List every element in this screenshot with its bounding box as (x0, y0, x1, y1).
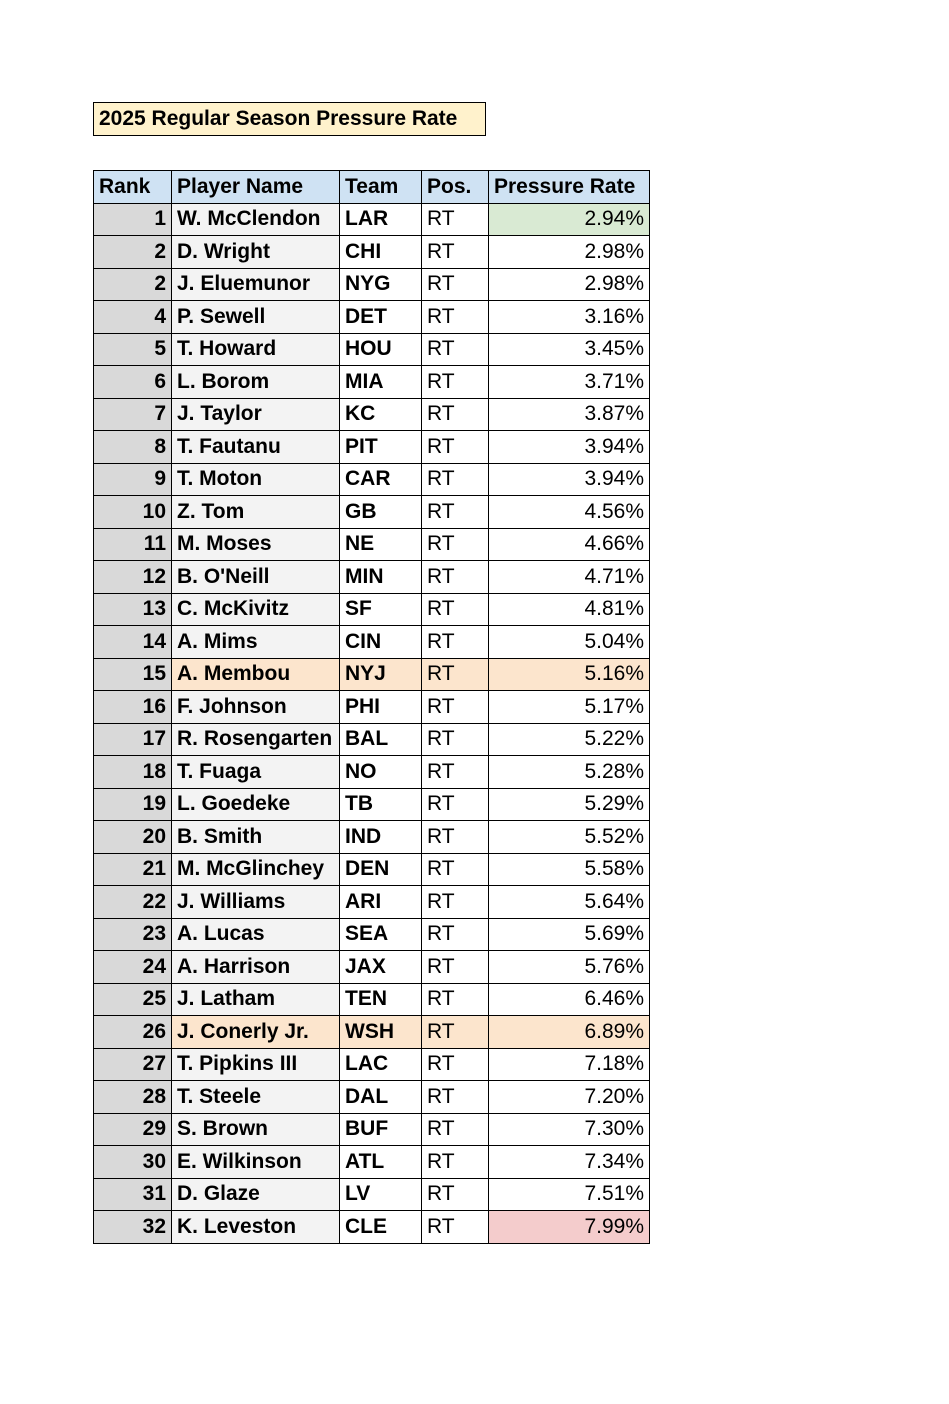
pressure-rate-table (93, 170, 650, 1244)
position-cell[interactable]: RT (422, 821, 489, 854)
rank-cell[interactable]: 30 (94, 1146, 172, 1179)
table-row (94, 788, 650, 821)
rank-cell[interactable]: 29 (94, 1113, 172, 1146)
table-row (94, 561, 650, 594)
player-name-cell[interactable]: J. Latham (172, 983, 340, 1016)
pressure-rate-cell[interactable]: 5.52% (489, 821, 650, 854)
position-cell[interactable]: RT (422, 918, 489, 951)
rank-cell[interactable]: 11 (94, 528, 172, 561)
position-cell[interactable]: RT (422, 951, 489, 984)
rank-cell[interactable]: 10 (94, 496, 172, 529)
team-cell[interactable]: NYG (340, 268, 422, 301)
pressure-rate-cell[interactable]: 3.94% (489, 463, 650, 496)
player-name-cell[interactable]: K. Leveston (172, 1211, 340, 1244)
team-cell[interactable]: CHI (340, 236, 422, 269)
position-cell[interactable]: RT (422, 658, 489, 691)
team-cell[interactable]: KC (340, 398, 422, 431)
rank-cell[interactable]: 31 (94, 1178, 172, 1211)
position-cell[interactable]: RT (422, 496, 489, 529)
table-row (94, 366, 650, 399)
team-cell[interactable]: IND (340, 821, 422, 854)
rank-cell[interactable]: 7 (94, 398, 172, 431)
player-name-cell[interactable]: D. Glaze (172, 1178, 340, 1211)
table-row (94, 268, 650, 301)
pressure-rate-cell[interactable]: 7.34% (489, 1146, 650, 1179)
player-name-cell[interactable]: A. Harrison (172, 951, 340, 984)
position-cell[interactable]: RT (422, 1113, 489, 1146)
position-cell[interactable]: RT (422, 431, 489, 464)
position-cell[interactable]: RT (422, 366, 489, 399)
pressure-rate-cell[interactable]: 4.56% (489, 496, 650, 529)
position-cell[interactable]: RT (422, 593, 489, 626)
rank-cell[interactable]: 8 (94, 431, 172, 464)
team-cell[interactable]: CIN (340, 626, 422, 659)
pressure-rate-cell[interactable]: 5.69% (489, 918, 650, 951)
team-cell[interactable]: BUF (340, 1113, 422, 1146)
table-row (94, 1081, 650, 1114)
team-cell[interactable]: DEN (340, 853, 422, 886)
rank-cell[interactable]: 26 (94, 1016, 172, 1049)
player-name-cell[interactable]: T. Fuaga (172, 756, 340, 789)
player-name-cell[interactable]: P. Sewell (172, 301, 340, 334)
header-player-name[interactable]: Player Name (172, 171, 340, 204)
team-cell[interactable]: ARI (340, 886, 422, 919)
position-cell[interactable]: RT (422, 788, 489, 821)
team-cell[interactable]: TEN (340, 983, 422, 1016)
team-cell[interactable]: DET (340, 301, 422, 334)
table-row (94, 658, 650, 691)
pressure-rate-cell[interactable]: 5.64% (489, 886, 650, 919)
rank-cell[interactable]: 2 (94, 236, 172, 269)
header-row (94, 171, 650, 204)
position-cell[interactable]: RT (422, 1146, 489, 1179)
pressure-rate-cell[interactable]: 4.71% (489, 561, 650, 594)
table-row (94, 1146, 650, 1179)
player-name-cell[interactable]: B. O'Neill (172, 561, 340, 594)
team-cell[interactable]: HOU (340, 333, 422, 366)
table-row (94, 1211, 650, 1244)
position-cell[interactable]: RT (422, 756, 489, 789)
position-cell[interactable]: RT (422, 1211, 489, 1244)
table-row (94, 593, 650, 626)
position-cell[interactable]: RT (422, 1178, 489, 1211)
table-row (94, 886, 650, 919)
position-cell[interactable]: RT (422, 333, 489, 366)
rank-cell[interactable]: 15 (94, 658, 172, 691)
table-row (94, 1016, 650, 1049)
position-cell[interactable]: RT (422, 691, 489, 724)
team-cell[interactable]: MIA (340, 366, 422, 399)
team-cell[interactable]: JAX (340, 951, 422, 984)
player-name-cell[interactable]: J. Eluemunor (172, 268, 340, 301)
position-cell[interactable]: RT (422, 236, 489, 269)
player-name-cell[interactable]: T. Fautanu (172, 431, 340, 464)
position-cell[interactable]: RT (422, 886, 489, 919)
pressure-rate-cell[interactable]: 5.04% (489, 626, 650, 659)
player-name-cell[interactable]: W. McClendon (172, 203, 340, 236)
team-cell[interactable]: NO (340, 756, 422, 789)
player-name-cell[interactable]: T. Moton (172, 463, 340, 496)
team-cell[interactable]: NYJ (340, 658, 422, 691)
player-name-cell[interactable]: T. Pipkins III (172, 1048, 340, 1081)
rank-cell[interactable]: 6 (94, 366, 172, 399)
rank-cell[interactable]: 27 (94, 1048, 172, 1081)
header-position[interactable]: Pos. (422, 171, 489, 204)
rank-cell[interactable]: 17 (94, 723, 172, 756)
rank-cell[interactable]: 32 (94, 1211, 172, 1244)
header-rank[interactable]: Rank (94, 171, 172, 204)
pressure-rate-cell[interactable]: 5.58% (489, 853, 650, 886)
pressure-rate-cell[interactable]: 5.17% (489, 691, 650, 724)
table-row (94, 983, 650, 1016)
rank-cell[interactable]: 9 (94, 463, 172, 496)
team-cell[interactable]: GB (340, 496, 422, 529)
player-name-cell[interactable]: L. Goedeke (172, 788, 340, 821)
rank-cell[interactable]: 23 (94, 918, 172, 951)
position-cell[interactable]: RT (422, 1048, 489, 1081)
position-cell[interactable]: RT (422, 301, 489, 334)
player-name-cell[interactable]: J. Taylor (172, 398, 340, 431)
team-cell[interactable]: ATL (340, 1146, 422, 1179)
player-name-cell[interactable]: E. Wilkinson (172, 1146, 340, 1179)
team-cell[interactable]: PHI (340, 691, 422, 724)
table-row (94, 918, 650, 951)
pressure-rate-cell[interactable]: 4.81% (489, 593, 650, 626)
table-row (94, 463, 650, 496)
table-row (94, 236, 650, 269)
rank-cell[interactable]: 19 (94, 788, 172, 821)
pressure-rate-cell[interactable]: 5.22% (489, 723, 650, 756)
position-cell[interactable]: RT (422, 203, 489, 236)
pressure-rate-cell[interactable]: 2.98% (489, 268, 650, 301)
rank-cell[interactable]: 25 (94, 983, 172, 1016)
header-pressure-rate[interactable]: Pressure Rate (489, 171, 650, 204)
table-row (94, 723, 650, 756)
pressure-rate-cell[interactable]: 4.66% (489, 528, 650, 561)
pressure-rate-cell[interactable]: 7.30% (489, 1113, 650, 1146)
position-cell[interactable]: RT (422, 398, 489, 431)
position-cell[interactable]: RT (422, 723, 489, 756)
pressure-rate-cell[interactable]: 7.18% (489, 1048, 650, 1081)
player-name-cell[interactable]: T. Howard (172, 333, 340, 366)
player-name-cell[interactable]: R. Rosengarten (172, 723, 340, 756)
pressure-rate-cell[interactable]: 3.94% (489, 431, 650, 464)
team-cell[interactable]: SF (340, 593, 422, 626)
pressure-rate-cell[interactable]: 7.51% (489, 1178, 650, 1211)
position-cell[interactable]: RT (422, 463, 489, 496)
rank-cell[interactable]: 20 (94, 821, 172, 854)
table-row (94, 398, 650, 431)
position-cell[interactable]: RT (422, 853, 489, 886)
position-cell[interactable]: RT (422, 528, 489, 561)
rank-cell[interactable]: 18 (94, 756, 172, 789)
pressure-rate-cell[interactable]: 6.46% (489, 983, 650, 1016)
rank-cell[interactable]: 2 (94, 268, 172, 301)
team-cell[interactable]: LAR (340, 203, 422, 236)
team-cell[interactable]: LAC (340, 1048, 422, 1081)
player-name-cell[interactable]: A. Mims (172, 626, 340, 659)
rank-cell[interactable]: 1 (94, 203, 172, 236)
team-cell[interactable]: LV (340, 1178, 422, 1211)
position-cell[interactable]: RT (422, 1016, 489, 1049)
rank-cell[interactable]: 4 (94, 301, 172, 334)
pressure-rate-cell[interactable]: 6.89% (489, 1016, 650, 1049)
pressure-rate-cell[interactable]: 5.76% (489, 951, 650, 984)
rank-cell[interactable]: 22 (94, 886, 172, 919)
player-name-cell[interactable]: A. Membou (172, 658, 340, 691)
team-cell[interactable]: SEA (340, 918, 422, 951)
team-cell[interactable]: CLE (340, 1211, 422, 1244)
table-row (94, 1113, 650, 1146)
player-name-cell[interactable]: M. Moses (172, 528, 340, 561)
table-row (94, 1048, 650, 1081)
position-cell[interactable]: RT (422, 983, 489, 1016)
player-name-cell[interactable]: L. Borom (172, 366, 340, 399)
table-row (94, 756, 650, 789)
team-cell[interactable]: NE (340, 528, 422, 561)
player-name-cell[interactable]: Z. Tom (172, 496, 340, 529)
table-row (94, 821, 650, 854)
rank-cell[interactable]: 14 (94, 626, 172, 659)
pressure-rate-cell[interactable]: 5.16% (489, 658, 650, 691)
rank-cell[interactable]: 24 (94, 951, 172, 984)
player-name-cell[interactable]: F. Johnson (172, 691, 340, 724)
team-cell[interactable]: CAR (340, 463, 422, 496)
pressure-rate-cell[interactable]: 2.94% (489, 203, 650, 236)
team-cell[interactable]: DAL (340, 1081, 422, 1114)
table-row (94, 951, 650, 984)
pressure-rate-cell[interactable]: 3.16% (489, 301, 650, 334)
pressure-rate-cell[interactable]: 5.29% (489, 788, 650, 821)
player-name-cell[interactable]: M. McGlinchey (172, 853, 340, 886)
table-row (94, 626, 650, 659)
pressure-rate-cell[interactable]: 3.45% (489, 333, 650, 366)
pressure-rate-cell[interactable]: 3.71% (489, 366, 650, 399)
team-cell[interactable]: MIN (340, 561, 422, 594)
table-row (94, 528, 650, 561)
pressure-rate-cell[interactable]: 7.99% (489, 1211, 650, 1244)
rank-cell[interactable]: 28 (94, 1081, 172, 1114)
table-body (94, 203, 650, 1243)
team-cell[interactable]: BAL (340, 723, 422, 756)
player-name-cell[interactable]: A. Lucas (172, 918, 340, 951)
player-name-cell[interactable]: D. Wright (172, 236, 340, 269)
pressure-rate-cell[interactable]: 3.87% (489, 398, 650, 431)
table-row (94, 1178, 650, 1211)
table-row (94, 301, 650, 334)
header-team[interactable]: Team (340, 171, 422, 204)
rank-cell[interactable]: 12 (94, 561, 172, 594)
player-name-cell[interactable]: T. Steele (172, 1081, 340, 1114)
table-row (94, 691, 650, 724)
table-row (94, 496, 650, 529)
table-row (94, 203, 650, 236)
team-cell[interactable]: PIT (340, 431, 422, 464)
pressure-rate-cell[interactable]: 5.28% (489, 756, 650, 789)
rank-cell[interactable]: 5 (94, 333, 172, 366)
table-row (94, 431, 650, 464)
rank-cell[interactable]: 13 (94, 593, 172, 626)
rank-cell[interactable]: 16 (94, 691, 172, 724)
sheet-title: 2025 Regular Season Pressure Rate (93, 102, 486, 136)
player-name-cell[interactable]: J. Conerly Jr. (172, 1016, 340, 1049)
player-name-cell[interactable]: C. McKivitz (172, 593, 340, 626)
pressure-rate-cell[interactable]: 2.98% (489, 236, 650, 269)
pressure-rate-cell[interactable]: 7.20% (489, 1081, 650, 1114)
table-row (94, 853, 650, 886)
position-cell[interactable]: RT (422, 268, 489, 301)
position-cell[interactable]: RT (422, 1081, 489, 1114)
team-cell[interactable]: TB (340, 788, 422, 821)
team-cell[interactable]: WSH (340, 1016, 422, 1049)
position-cell[interactable]: RT (422, 561, 489, 594)
position-cell[interactable]: RT (422, 626, 489, 659)
table-row (94, 333, 650, 366)
player-name-cell[interactable]: J. Williams (172, 886, 340, 919)
rank-cell[interactable]: 21 (94, 853, 172, 886)
player-name-cell[interactable]: B. Smith (172, 821, 340, 854)
player-name-cell[interactable]: S. Brown (172, 1113, 340, 1146)
